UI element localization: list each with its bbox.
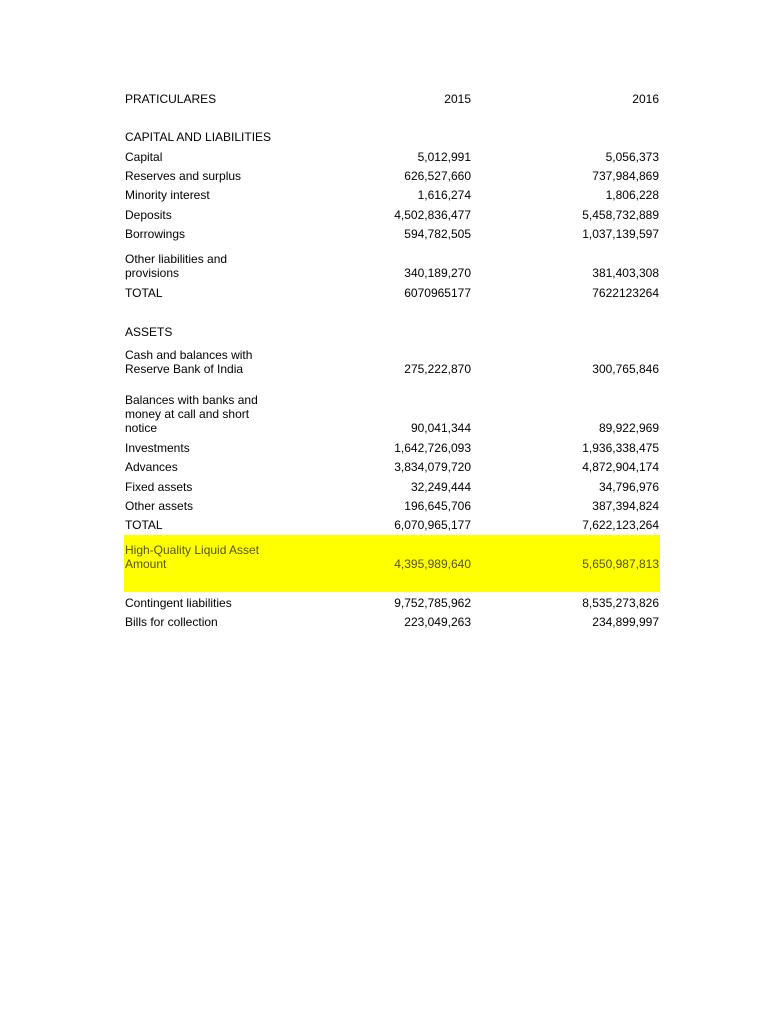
value-2016: 5,056,373 <box>605 150 659 164</box>
table-row <box>124 393 660 435</box>
highlight-label: High-Quality Liquid Asset Amount <box>125 543 260 571</box>
header-row <box>124 92 660 106</box>
row-label: Borrowings <box>125 227 186 241</box>
value-2015: 594,782,505 <box>404 227 471 241</box>
value-2016: 5,458,732,889 <box>582 208 659 222</box>
value-2016: 8,535,273,826 <box>582 596 659 610</box>
row-label: Bills for collection <box>125 615 218 629</box>
row-label: TOTAL <box>125 286 163 300</box>
header-label: PRATICULARES <box>125 92 217 106</box>
value-2015: 90,041,344 <box>410 421 471 435</box>
value-2016: 737,984,869 <box>592 169 659 183</box>
table-row <box>124 499 660 513</box>
value-2015: 626,527,660 <box>404 169 471 183</box>
value-2015: 223,049,263 <box>404 615 471 629</box>
value-2015: 4,502,836,477 <box>394 208 471 222</box>
value-2016: 89,922,969 <box>598 421 659 435</box>
value-2015: 9,752,785,962 <box>394 596 471 610</box>
table-row <box>124 615 660 629</box>
table-row <box>124 169 660 183</box>
row-label: Capital <box>125 150 163 164</box>
row-label: Other assets <box>125 499 194 513</box>
value-2016: 7622123264 <box>592 286 659 300</box>
table-row <box>124 460 660 474</box>
highlight-value-2016: 5,650,987,813 <box>582 557 659 571</box>
row-label: Deposits <box>125 208 172 222</box>
section-heading-row <box>124 130 660 144</box>
row-label: Reserves and surplus <box>125 169 242 183</box>
row-label: Contingent liabilities <box>125 596 232 610</box>
value-2016: 34,796,976 <box>598 480 659 494</box>
value-2015: 3,834,079,720 <box>394 460 471 474</box>
table-row <box>124 348 660 376</box>
table-row <box>124 441 660 455</box>
section-heading-row <box>124 325 660 339</box>
value-2015: 1,616,274 <box>417 188 471 202</box>
header-year-2015: 2015 <box>444 92 471 106</box>
value-2015: 1,642,726,093 <box>394 441 471 455</box>
highlight-value-2015: 4,395,989,640 <box>394 557 471 571</box>
value-2015: 275,222,870 <box>404 362 471 376</box>
highlighted-row <box>124 543 660 571</box>
value-2016: 1,806,228 <box>605 188 659 202</box>
row-label: Balances with banks and money at call and short notice <box>125 393 258 435</box>
value-2015: 196,645,706 <box>404 499 471 513</box>
value-2016: 387,394,824 <box>592 499 659 513</box>
value-2015: 32,249,444 <box>410 480 471 494</box>
table-row <box>124 252 660 280</box>
table-row <box>124 150 660 164</box>
row-label: Fixed assets <box>125 480 193 494</box>
table-row <box>124 188 660 202</box>
table-row <box>124 518 660 532</box>
header-year-2016: 2016 <box>632 92 659 106</box>
row-label: Investments <box>125 441 190 455</box>
row-label: TOTAL <box>125 518 163 532</box>
value-2016: 4,872,904,174 <box>582 460 659 474</box>
value-2015: 6,070,965,177 <box>394 518 471 532</box>
row-label: Advances <box>125 460 178 474</box>
table-row <box>124 286 660 300</box>
assets-heading: ASSETS <box>125 325 173 339</box>
capital-liabilities-heading: CAPITAL AND LIABILITIES <box>125 130 272 144</box>
value-2015: 340,189,270 <box>404 266 471 280</box>
value-2015: 5,012,991 <box>417 150 471 164</box>
row-label: Cash and balances with Reserve Bank of India <box>125 348 253 376</box>
value-2016: 234,899,997 <box>592 615 659 629</box>
row-label: Other liabilities and provisions <box>125 252 228 280</box>
value-2016: 1,037,139,597 <box>582 227 659 241</box>
table-row <box>124 227 660 241</box>
table-row <box>124 480 660 494</box>
row-label: Minority interest <box>125 188 210 202</box>
table-row <box>124 208 660 222</box>
value-2016: 300,765,846 <box>592 362 659 376</box>
table-row <box>124 596 660 610</box>
value-2016: 1,936,338,475 <box>582 441 659 455</box>
value-2016: 381,403,308 <box>592 266 659 280</box>
value-2015: 6070965177 <box>404 286 471 300</box>
value-2016: 7,622,123,264 <box>582 518 659 532</box>
